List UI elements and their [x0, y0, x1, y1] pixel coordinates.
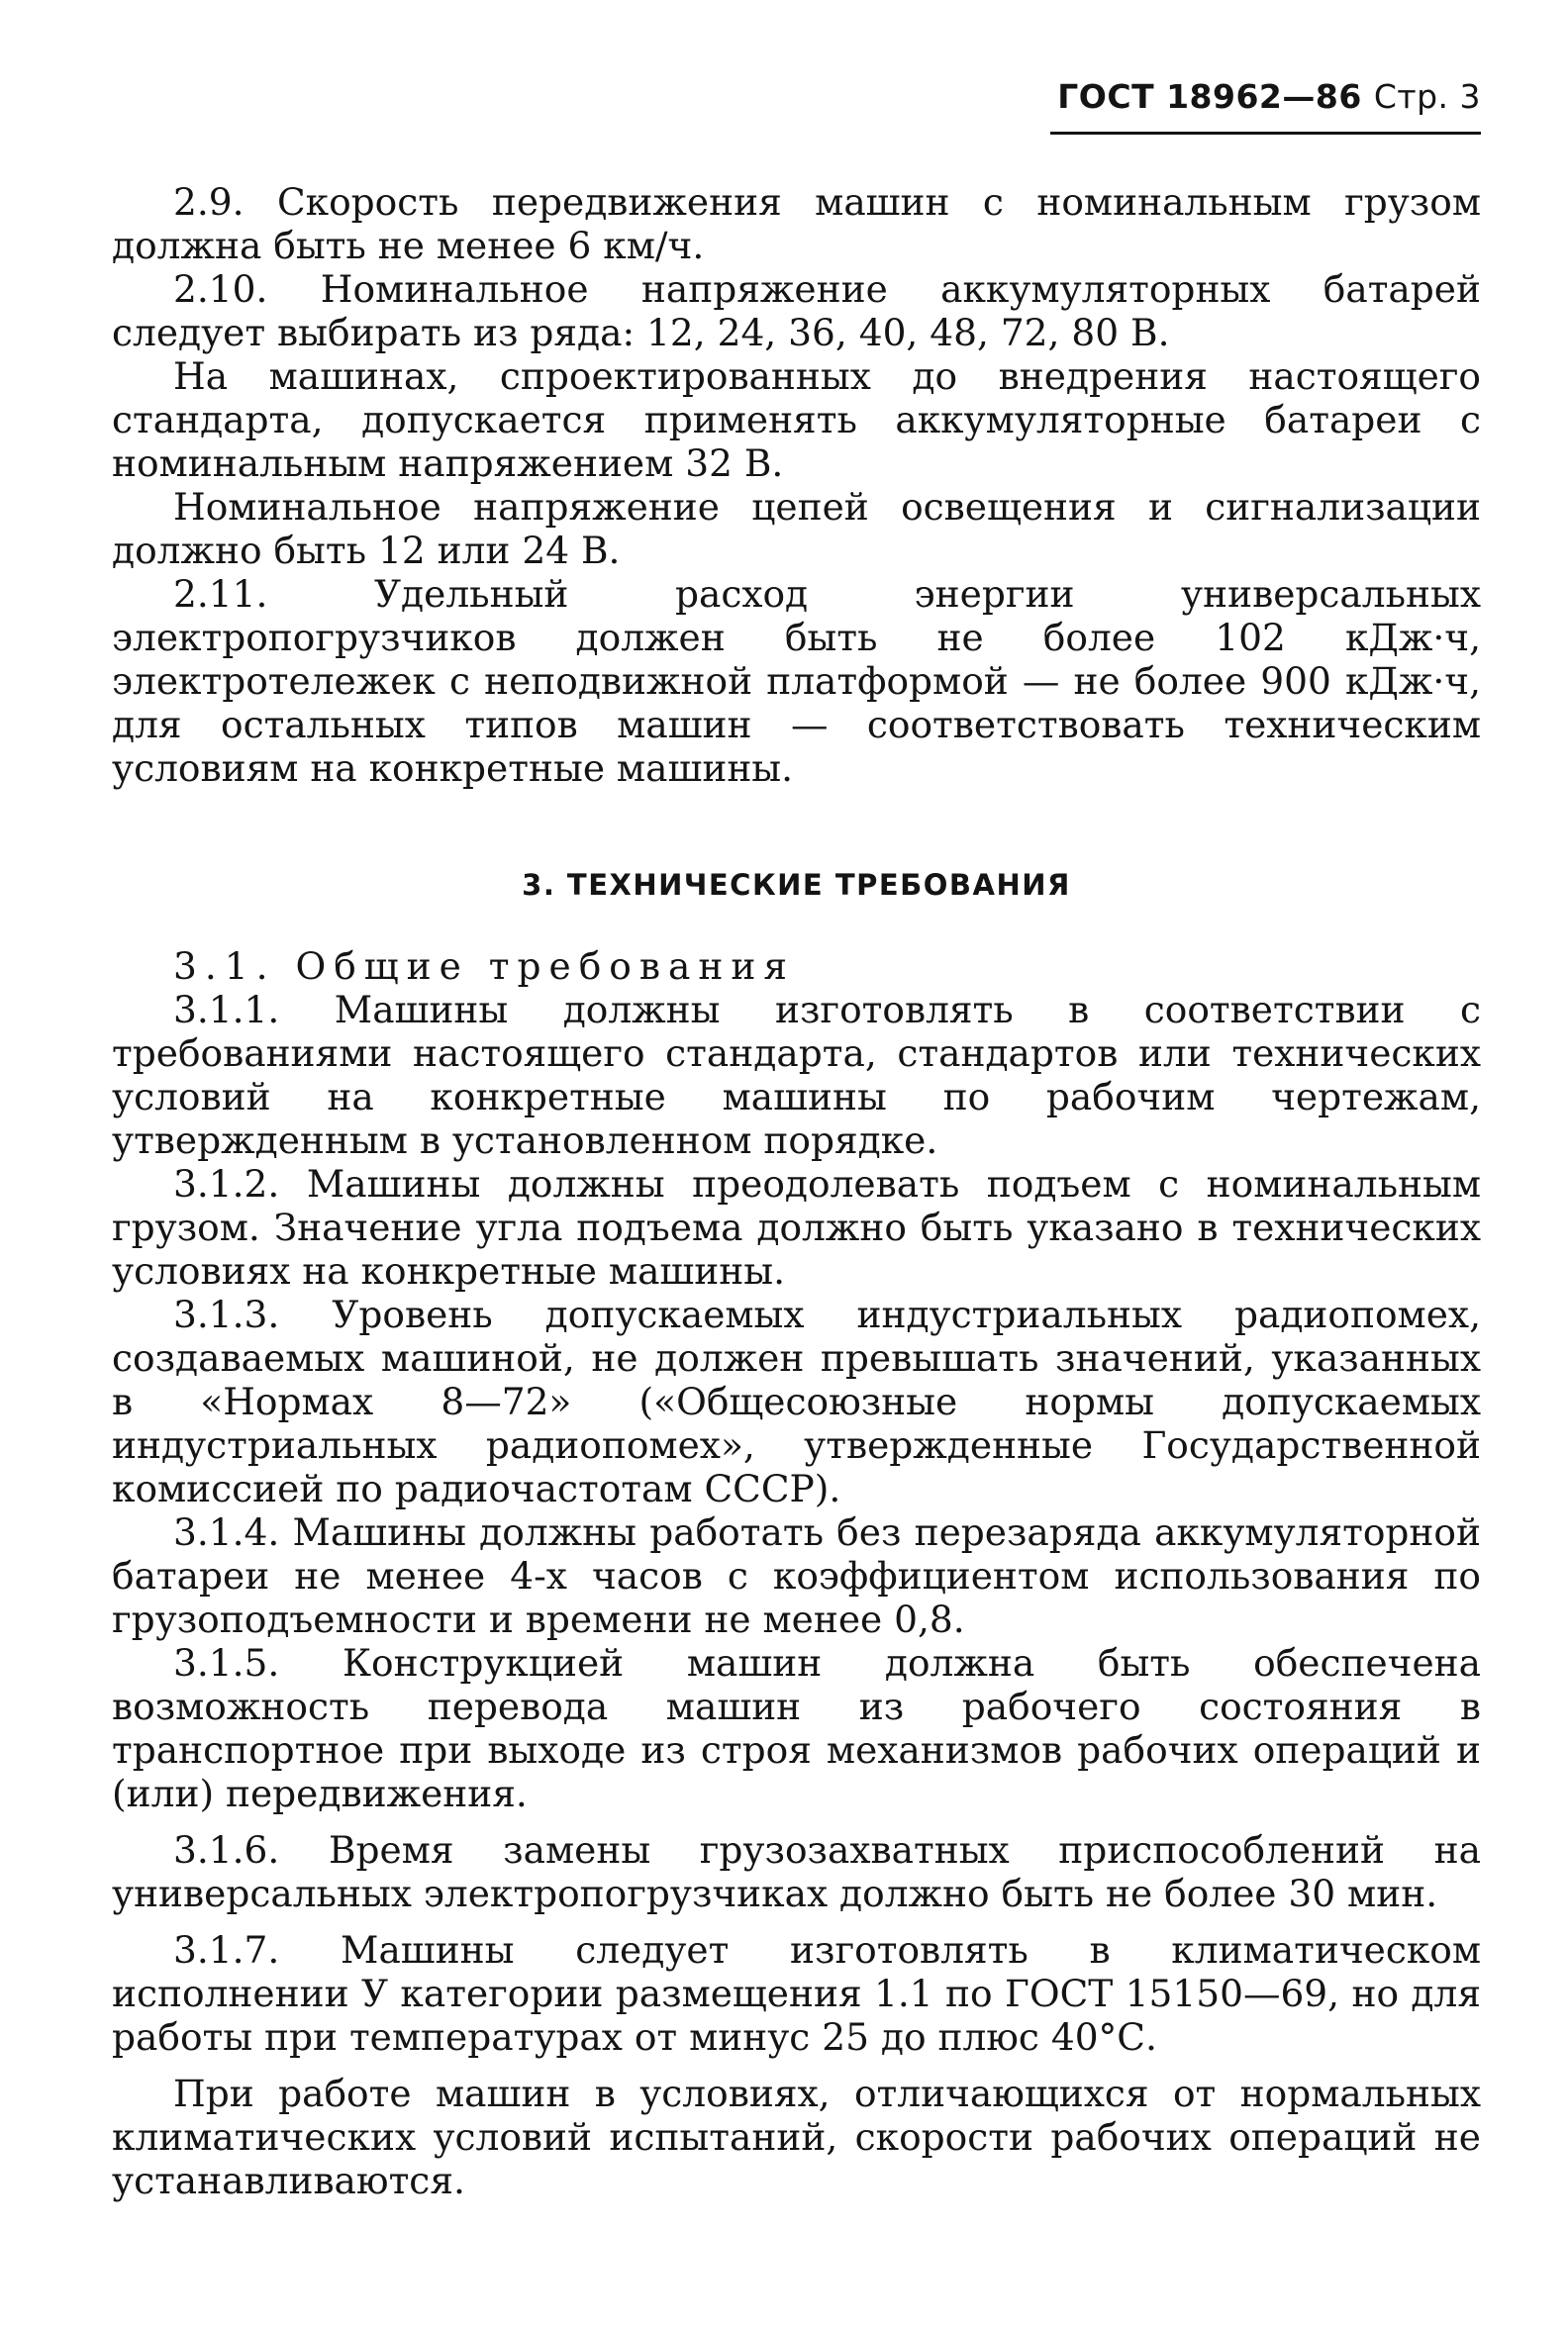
- paragraph-3-1-2: 3.1.2. Машины должны преодолевать подъем с номинальным грузом. Значение угла подъема должно быть указано в технических условиях на конкретные машины.: [112, 1162, 1481, 1293]
- subsection-heading: 3.1. Общие требования: [173, 944, 795, 988]
- paragraph-2-9: 2.9. Скорость передвижения машин с номинальным грузом должна быть не менее 6 км/ч.: [112, 180, 1481, 267]
- document-body: [112, 180, 1481, 2202]
- page-number: Стр. 3: [1373, 77, 1481, 116]
- paragraph-2-10-note: На машинах, спроектированных до внедрения настоящего стандарта, допускается применять аккумуляторные батареи с номинальным напряжением 32 В.: [112, 354, 1481, 485]
- paragraph-2-11: 2.11. Удельный расход энергии универсальных электропогрузчиков должен быть не более 102 кДж·ч, электротележек с неподвижной платформой — не более 900 кДж·ч, для остальных типов машин — соответствовать техническим условиям на конкретные машины.: [112, 572, 1481, 790]
- page-header: [1050, 77, 1481, 116]
- paragraph-2-10: 2.10. Номинальное напряжение аккумуляторных батарей следует выбирать из ряда: 12, 24, 36, 40, 48, 72, 80 В.: [112, 267, 1481, 354]
- paragraph-3-1-4: 3.1.4. Машины должны работать без перезаряда аккумуляторной батареи не менее 4-х часов с коэффициентом использования по грузоподъемности и времени не менее 0,8.: [112, 1510, 1481, 1641]
- paragraph-3-1-5: 3.1.5. Конструкцией машин должна быть обеспечена возможность перевода машин из рабочего состояния в транспортное при выходе из строя механизмов рабочих операций и (или) передвижения.: [112, 1641, 1481, 1815]
- section-heading: 3. ТЕХНИЧЕСКИЕ ТРЕБОВАНИЯ: [522, 868, 1071, 902]
- paragraph-3-1-6: 3.1.6. Время замены грузозахватных приспособлений на универсальных электропогрузчиках должно быть не более 30 мин.: [112, 1828, 1481, 1915]
- paragraph-3-1-3: 3.1.3. Уровень допускаемых индустриальных радиопомех, создаваемых машиной, не должен превышать значений, указанных в «Нормах 8—72» («Общесоюзные нормы допускаемых индустриальных радиопомех», утвержденные Государственной комиссией по радиочастотам СССР).: [112, 1293, 1481, 1510]
- gost-number: ГОСТ 18962—86: [1057, 77, 1362, 116]
- paragraph-2-10-lighting: Номинальное напряжение цепей освещения и сигнализации должно быть 12 или 24 В.: [112, 485, 1481, 572]
- header-rule: [1050, 132, 1481, 135]
- paragraph-3-1-7-note: При работе машин в условиях, отличающихся от нормальных климатических условий испытаний, скорости рабочих операций не устанавливаются.: [112, 2072, 1481, 2202]
- paragraph-3-1-1: 3.1.1. Машины должны изготовлять в соответствии с требованиями настоящего стандарта, стандартов или технических условий на конкретные машины по рабочим чертежам, утвержденным в установленном порядке.: [112, 988, 1481, 1162]
- paragraph-3-1-7: 3.1.7. Машины следует изготовлять в климатическом исполнении У категории размещения 1.1 по ГОСТ 15150—69, но для работы при температурах от минус 25 до плюс 40°С.: [112, 1928, 1481, 2059]
